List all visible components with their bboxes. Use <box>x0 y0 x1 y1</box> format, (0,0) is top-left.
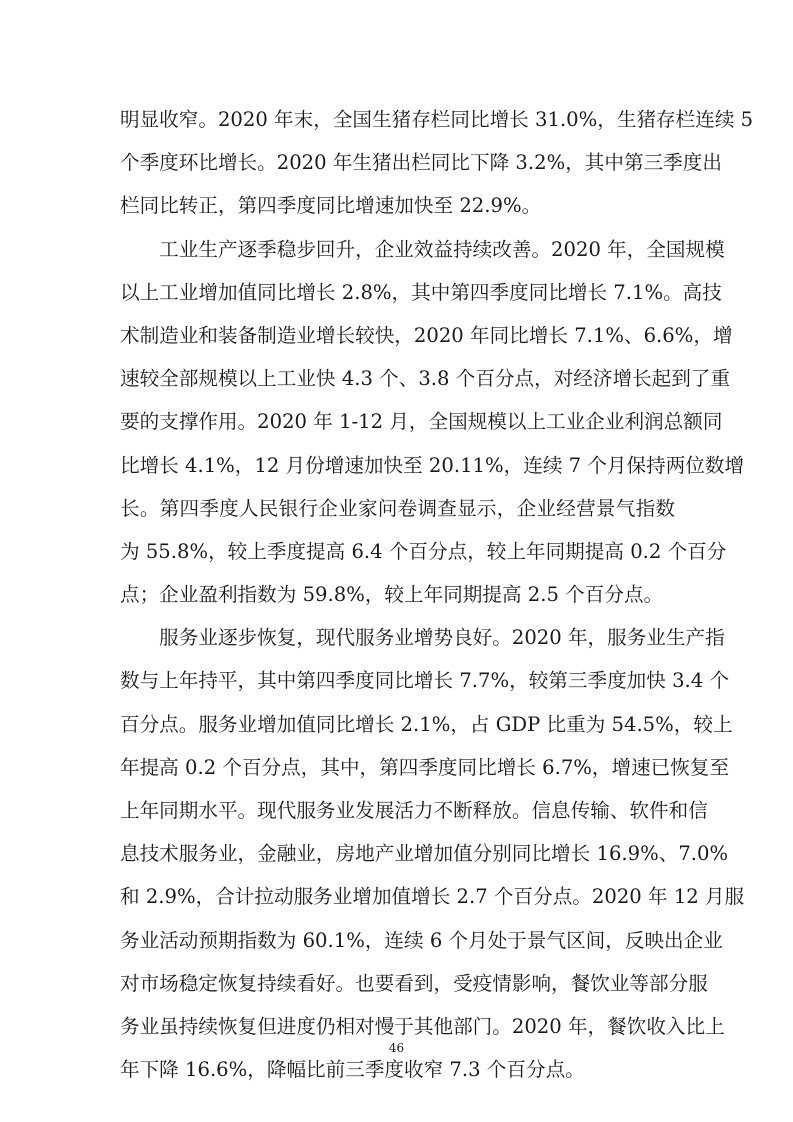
text-line: 栏同比转正，第四季度同比增速加快至 22.9%。 <box>120 194 542 218</box>
text-line: 对市场稳定恢复持续看好。也要看到，受疫情影响，餐饮业等部分服 <box>120 971 708 995</box>
text-line: 年提高 0.2 个百分点，其中，第四季度同比增长 6.7%，增速已恢复至 <box>120 755 730 779</box>
text-line: 和 2.9%，合计拉动服务业增加值增长 2.7 个百分点。2020 年 12 月服 <box>120 885 745 909</box>
text-line: 比增长 4.1%，12 月份增速加快至 20.11%，连续 7 个月保持两位数增 <box>120 453 745 477</box>
text-line: 数与上年持平，其中第四季度同比增长 7.7%，较第三季度加快 3.4 个 <box>120 669 730 693</box>
text-line: 息技术服务业，金融业，房地产业增加值分别同比增长 16.9%、7.0% <box>120 842 729 866</box>
text-line: 为 55.8%，较上季度提高 6.4 个百分点，较上年同期提高 0.2 个百分 <box>120 539 727 563</box>
text-line: 明显收窄。2020 年末，全国生猪存栏同比增长 31.0%，生猪存栏连续 5 <box>120 108 754 131</box>
text-line: 务业虽持续恢复但进度仍相对慢于其他部门。2020 年，餐饮收入比上 <box>120 1014 725 1038</box>
document-body <box>120 98 754 1091</box>
paragraph-services <box>120 616 745 1091</box>
text-line: 速较全部规模以上工业快 4.3 个、3.8 个百分点，对经济增长起到了重 <box>120 367 731 391</box>
text-line: 点；企业盈利指数为 59.8%，较上年同期提高 2.5 个百分点。 <box>120 583 664 607</box>
text-line: 以上工业增加值同比增长 2.8%，其中第四季度同比增长 7.1%。高技 <box>120 280 722 304</box>
page-number: 46 <box>388 1041 405 1055</box>
text-line: 工业生产逐季稳步回升，企业效益持续改善。2020 年，全国规模 <box>120 237 725 261</box>
paragraph-industry <box>120 228 745 617</box>
text-line: 术制造业和装备制造业增长较快，2020 年同比增长 7.1%、6.6%，增 <box>120 323 733 347</box>
text-line: 长。第四季度人民银行企业家问卷调查显示，企业经营景气指数 <box>120 496 675 520</box>
text-line: 百分点。服务业增加值同比增长 2.1%，占 GDP 比重为 54.5%，较上 <box>120 712 733 736</box>
text-line: 个季度环比增长。2020 年生猪出栏同比下降 3.2%，其中第三季度出 <box>120 151 722 175</box>
text-line: 上年同期水平。现代服务业发展活力不断释放。信息传输、软件和信 <box>120 799 708 822</box>
text-line: 务业活动预期指数为 60.1%，连续 6 个月处于景气区间，反映出企业 <box>120 928 723 952</box>
text-line: 要的支撑作用。2020 年 1-12 月，全国规模以上工业企业利润总额同 <box>120 410 723 434</box>
text-line: 年下降 16.6%，降幅比前三季度收窄 7.3 个百分点。 <box>120 1058 585 1082</box>
text-line: 服务业逐步恢复，现代服务业增势良好。2020 年，服务业生产指 <box>120 626 725 650</box>
paragraph-livestock <box>120 98 754 228</box>
